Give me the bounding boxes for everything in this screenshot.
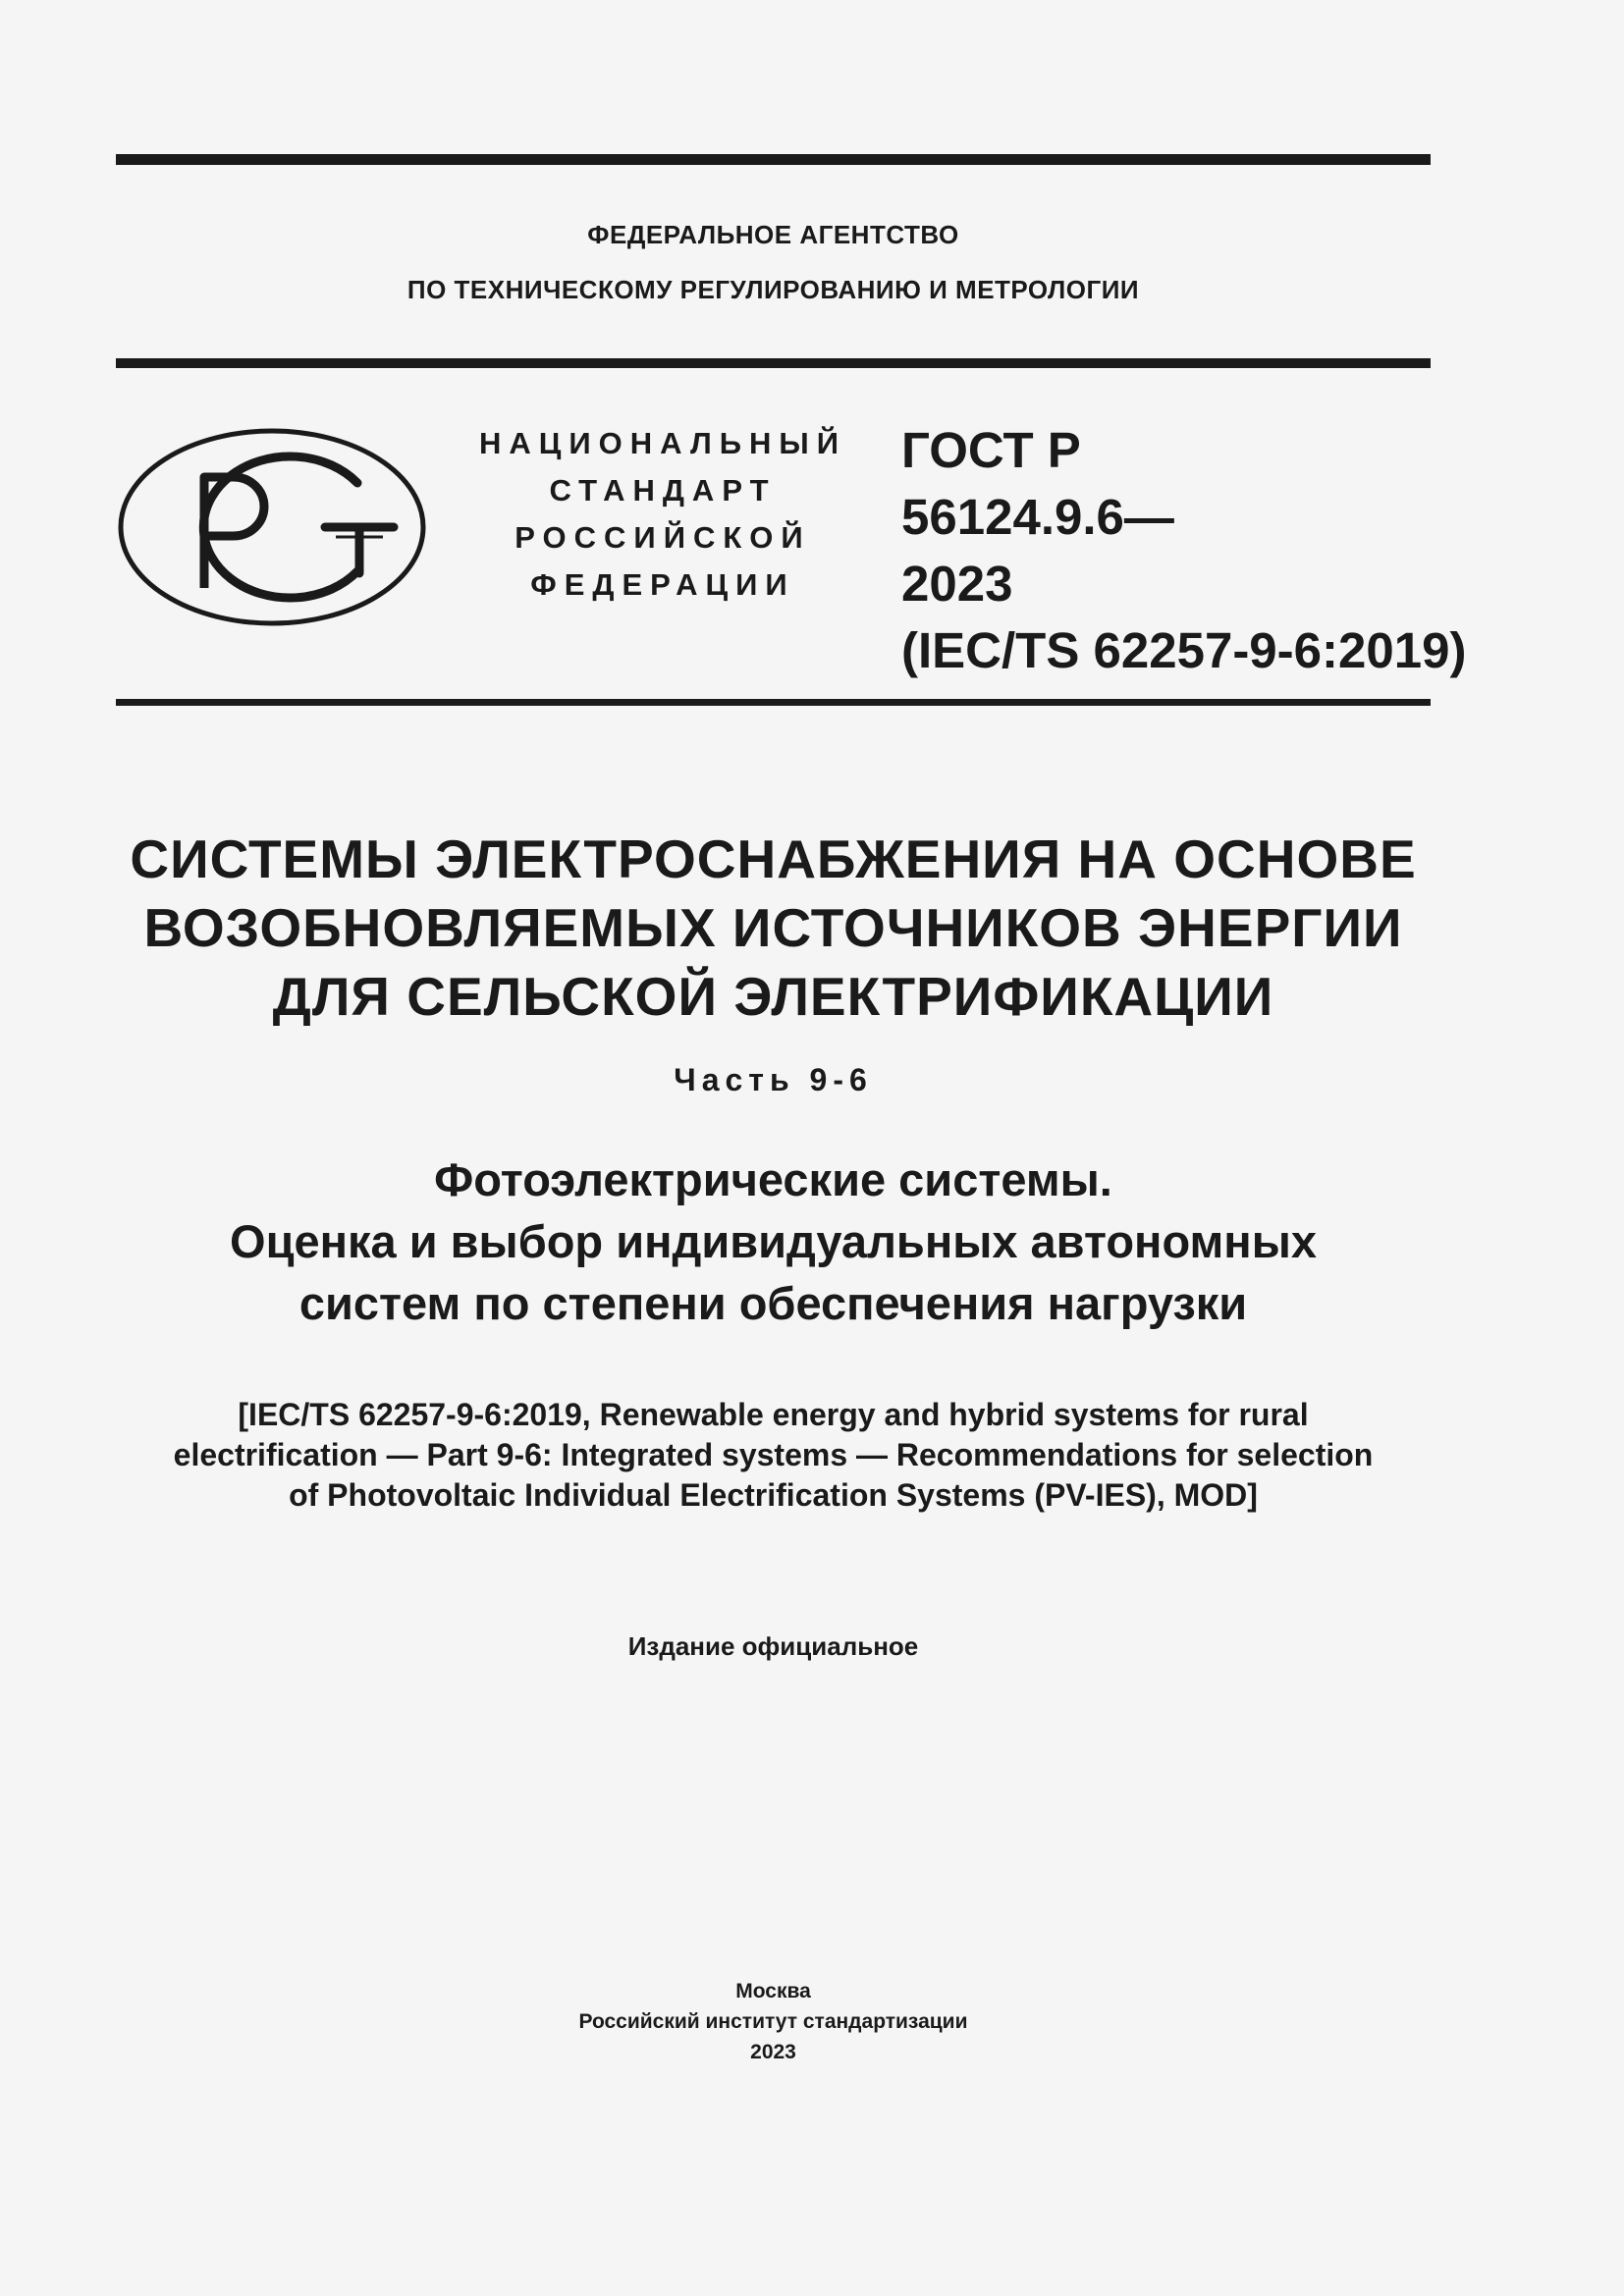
iec-reference-line3: of Photovoltaic Individual Electrification Systems (PV-IES), MOD] [289,1477,1258,1513]
national-standard-line1: НАЦИОНАЛЬНЫЙ [478,426,847,460]
standard-designation [901,417,1467,684]
edition-label: Издание официальное [627,1631,919,1661]
publication-publisher: Российский институт стандартизации [578,2010,968,2033]
designation-line4: (IEC/TS 62257-9-6:2019) [901,622,1467,678]
national-standard-label [461,420,864,609]
top-rule [116,154,1431,165]
iec-reference-line1: [IEC/TS 62257-9-6:2019, Renewable energy and hybrid systems for rural [238,1397,1309,1432]
title-line3: ДЛЯ СЕЛЬСКОЙ ЭЛЕКТРИФИКАЦИИ [272,966,1274,1027]
designation-line3: 2023 [901,556,1013,612]
title-line1: СИСТЕМЫ ЭЛЕКТРОСНАБЖЕНИЯ НА ОСНОВЕ [130,828,1417,889]
iec-reference [116,1395,1431,1516]
publication-city: Москва [735,1980,811,2002]
national-standard-line4: ФЕДЕРАЦИИ [530,567,795,602]
designation-line2: 56124.9.6— [901,489,1174,545]
iec-reference-line2: electrification — Part 9-6: Integrated systems — Recommendations for selection [173,1437,1374,1472]
bottom-rule [116,699,1431,706]
rst-certification-mark-icon [116,426,428,628]
part-number: Часть 9-6 [674,1062,873,1097]
designation-line1: ГОСТ Р [901,422,1081,478]
publication-year: 2023 [750,2041,796,2063]
middle-rule [116,358,1431,368]
subtitle-line2: Оценка и выбор индивидуальных автономных [230,1215,1317,1267]
agency-name-line1: ФЕДЕРАЛЬНОЕ АГЕНТСТВО [587,220,959,249]
national-standard-line2: СТАНДАРТ [549,473,777,507]
publication-info [116,1976,1431,2067]
agency-name-line2: ПО ТЕХНИЧЕСКОМУ РЕГУЛИРОВАНИЮ И МЕТРОЛОГИИ [406,275,1140,304]
subtitle-line1: Фотоэлектрические системы. [434,1153,1112,1205]
document-subtitle [116,1148,1431,1334]
document-title [116,825,1431,1031]
subtitle-line3: систем по степени обеспечения нагрузки [298,1277,1248,1329]
title-line2: ВОЗОБНОВЛЯЕМЫХ ИСТОЧНИКОВ ЭНЕРГИИ [143,897,1403,958]
national-standard-line3: РОССИЙСКОЙ [514,520,811,555]
